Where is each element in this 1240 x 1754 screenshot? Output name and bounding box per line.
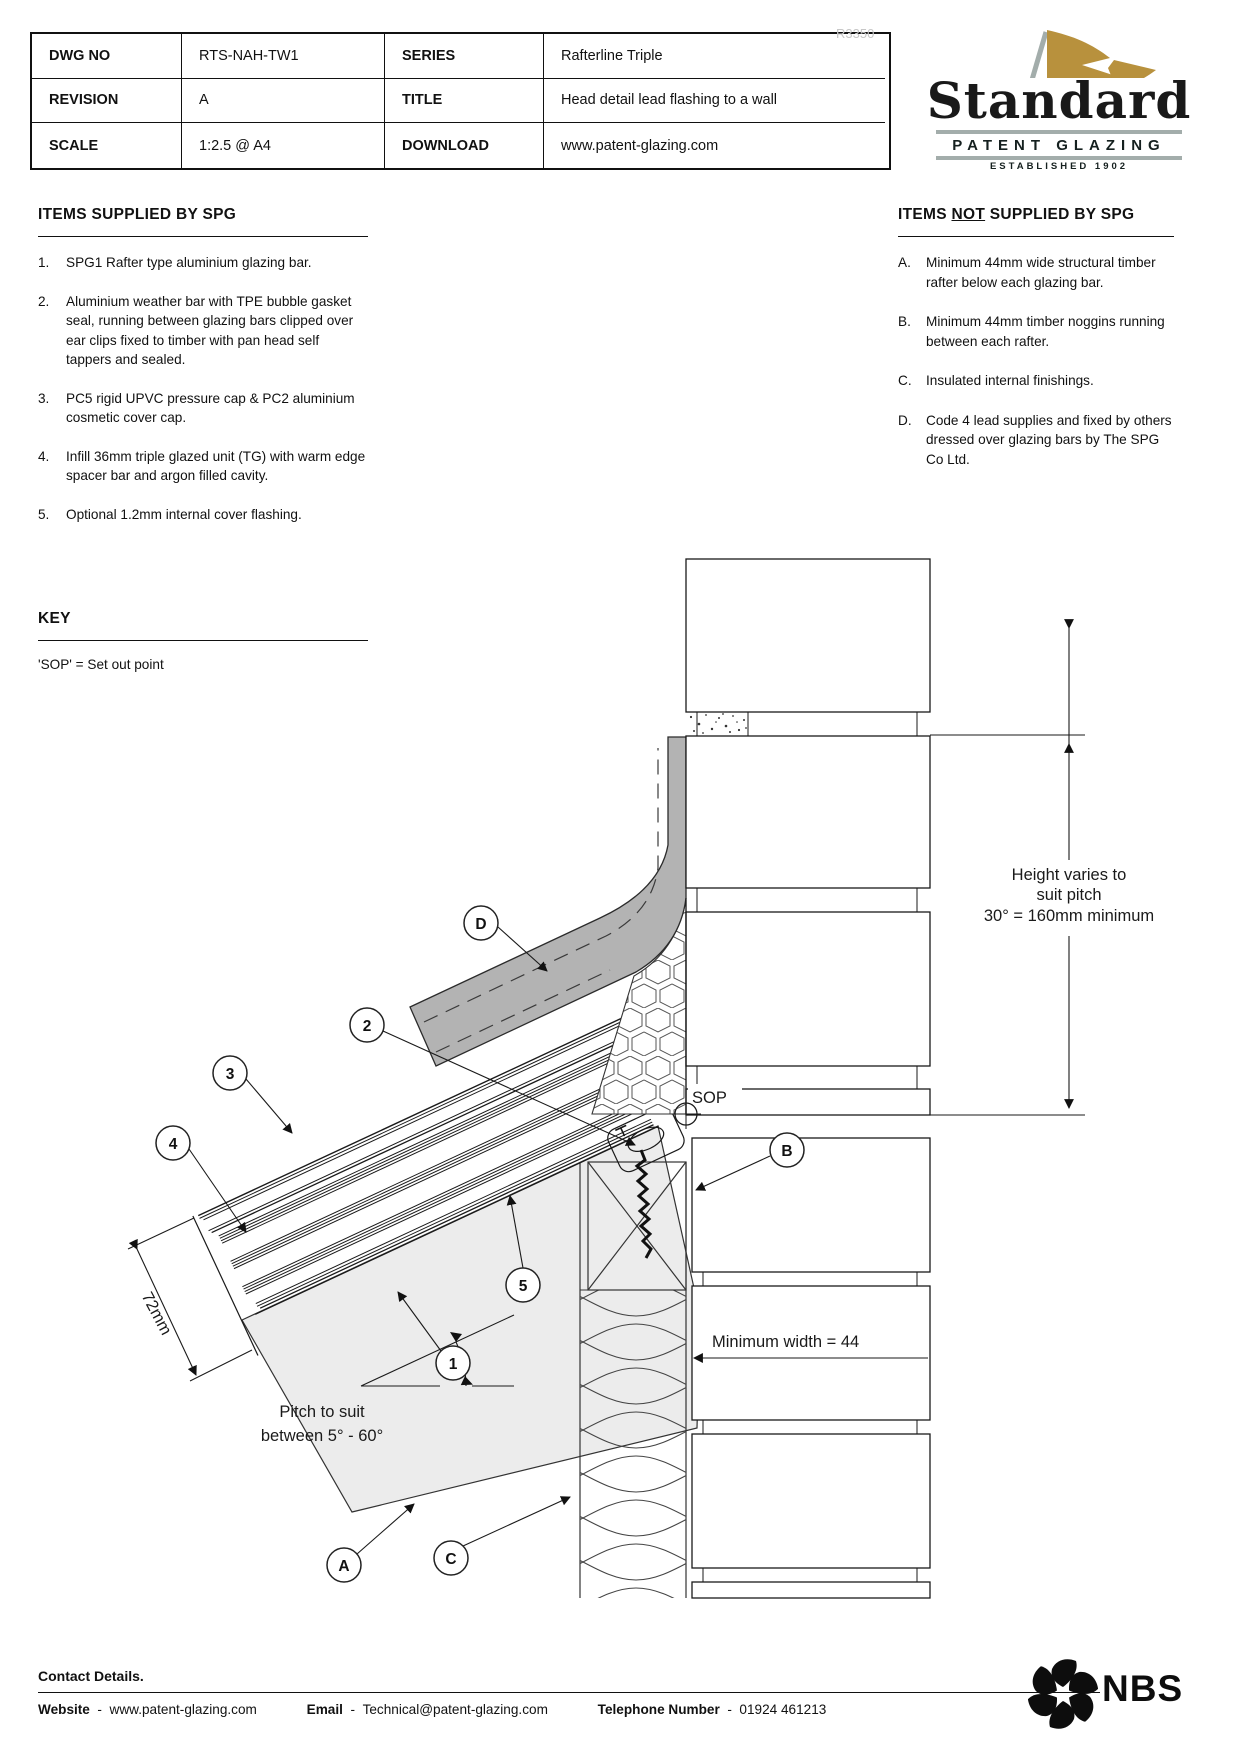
revision-label: REVISION (32, 79, 182, 124)
dwg-no-label: DWG NO (32, 34, 182, 79)
item-letter: A. (898, 255, 911, 271)
nbs-flower-icon (1028, 1656, 1098, 1732)
svg-text:C: C (445, 1551, 457, 1568)
bar-depth-dimension (128, 1218, 252, 1381)
callout-5 (506, 1268, 540, 1302)
sop-label: SOP (692, 1089, 727, 1107)
download-label: DOWNLOAD (385, 123, 544, 168)
brick-wall (686, 559, 930, 1598)
svg-text:2: 2 (362, 1018, 372, 1035)
website-link[interactable]: www.patent-glazing.com (109, 1702, 257, 1718)
title-label: TITLE (385, 79, 544, 124)
item-text: Minimum 44mm wide structural timber rafter below each glazing bar. (926, 255, 1156, 290)
nbs-logo (1028, 1650, 1228, 1740)
callout-A (327, 1548, 361, 1582)
scale-value: 1:2.5 @ A4 (182, 123, 385, 168)
item-text: Insulated internal finishings. (926, 373, 1094, 389)
series-value: Rafterline Triple (544, 34, 885, 79)
phone-label: Telephone Number (597, 1702, 720, 1718)
dwg-no-value: RTS-NAH-TW1 (182, 34, 385, 79)
nbs-text: NBS (1102, 1668, 1184, 1709)
pitch-label-line1: Pitch to suit (279, 1403, 365, 1421)
callout-C (434, 1541, 468, 1575)
item-number: 2. (38, 293, 50, 309)
svg-text:3: 3 (225, 1066, 235, 1083)
item-letter: D. (898, 412, 912, 428)
item-text: SPG1 Rafter type aluminium glazing bar. (66, 255, 312, 271)
item-text: Infill 36mm triple glazed unit (TG) with warm edge spacer bar and argon filled cavity. (66, 448, 366, 484)
logo-established: ESTABLISHED 1902 (989, 161, 1129, 172)
callout-B (770, 1133, 804, 1167)
height-dimension (984, 628, 1154, 1108)
svg-text:1: 1 (448, 1356, 458, 1373)
item-text: Minimum 44mm timber noggins running between each rafter. (926, 314, 1165, 349)
key-text: 'SOP' = Set out point (38, 657, 164, 673)
logo-wordmark: Standard (926, 71, 1192, 130)
svg-text:A: A (338, 1558, 350, 1575)
title-value: Head detail lead flashing to a wall (544, 79, 885, 124)
item-number: 3. (38, 390, 50, 406)
phone-number: 01924 461213 (739, 1702, 827, 1718)
item-letter: C. (898, 373, 912, 389)
svg-text:4: 4 (168, 1136, 178, 1153)
email-link[interactable]: Technical@patent-glazing.com (362, 1702, 548, 1718)
website-label: Website (38, 1702, 90, 1718)
email-label: Email (306, 1702, 343, 1718)
item-text: Code 4 lead supplies and fixed by others dressed over glazing bars by The SPG Co Ltd. (926, 412, 1172, 467)
divider (38, 1692, 1100, 1693)
pitch-label-line2: between 5° - 60° (260, 1427, 384, 1445)
height-note-line2: suit pitch (1036, 886, 1102, 904)
item-number: 5. (38, 506, 50, 522)
item-text: PC5 rigid UPVC pressure cap & PC2 aluminium cosmetic cover cap. (66, 390, 355, 426)
callout-4 (156, 1126, 190, 1160)
item-number: 1. (38, 255, 50, 271)
min-width-label: Minimum width = 44 (712, 1333, 860, 1351)
sheet-ref-code: R3350 (836, 26, 875, 41)
series-label: SERIES (385, 34, 544, 79)
download-link[interactable]: www.patent-glazing.com (561, 137, 719, 154)
svg-text:B: B (781, 1143, 793, 1160)
dim-72mm-label: 72mm (137, 1289, 176, 1339)
item-text: Aluminium weather bar with TPE bubble gasket seal, running between glazing bars clipped over ear clips fixed to timber with pan head self tappers and sealed. (66, 293, 354, 368)
logo-subtitle: PATENT GLAZING (952, 137, 1166, 154)
items-not-supplied-heading: ITEMS NOT SUPPLIED BY SPG (898, 206, 1135, 223)
scale-label: SCALE (32, 123, 182, 168)
item-text: Optional 1.2mm internal cover flashing. (66, 506, 302, 522)
callout-1 (436, 1346, 470, 1380)
callout-D (464, 906, 498, 940)
contact-details-heading: Contact Details. (38, 1668, 144, 1684)
items-supplied-heading: ITEMS SUPPLIED BY SPG (38, 206, 237, 223)
svg-text:5: 5 (518, 1278, 528, 1295)
height-note-line1: Height varies to (1011, 866, 1127, 884)
revision-value: A (182, 79, 385, 124)
item-letter: B. (898, 314, 911, 330)
callout-3 (213, 1056, 247, 1090)
callout-2 (350, 1008, 384, 1042)
key-heading: KEY (38, 610, 71, 627)
height-note-line3: 30° = 160mm minimum (983, 907, 1155, 925)
svg-text:D: D (475, 916, 487, 933)
contact-details-section: Contact Details. Website - www.patent-glazing.com Email - Technical@patent-glazing.com Telephone Number - 01924 461213 (38, 1668, 1202, 1717)
item-number: 4. (38, 448, 50, 464)
mortar-stipple (690, 713, 747, 734)
